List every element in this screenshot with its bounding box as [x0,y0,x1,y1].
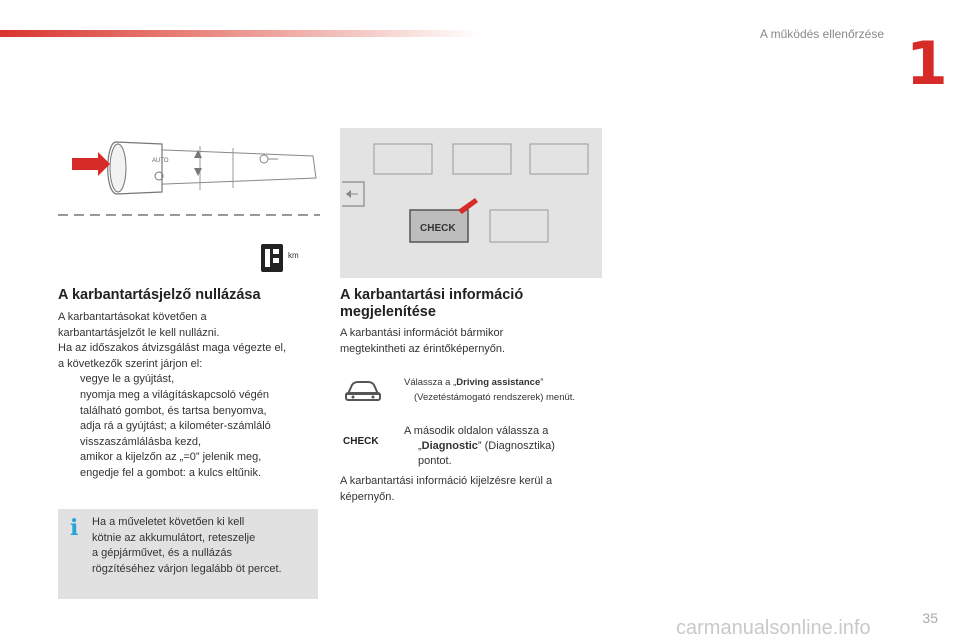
auto-label: AUTO [152,158,169,164]
page-number: 35 [922,610,938,626]
info-icon: i [70,515,79,541]
wrench-display-icon [261,244,283,272]
reset-section-title: A karbantartásjelző nullázása [58,287,261,303]
chapter-number: 1 [906,29,948,99]
step-diagnostic: A második oldalon válassza a „Diagnostic” (Diagnosztika) pontot. [404,425,555,467]
display-outro: A karbantartási információ kijelzésre kerül a képernyőn. [340,475,553,503]
step-driving-assistance: Válassza a „Driving assistance” (Vezetéstámogató rendszerek) menüt. [404,377,576,403]
list-item: nyomja meg a világításkapcsoló végén található gombot, és tartsa benyomva, [80,388,269,417]
intro-line: karbantartásjelzőt le kell nullázni. [58,326,220,339]
list-item: vegye le a gyújtást, [80,373,175,386]
check-icon-label: CHECK [343,436,379,447]
km-label: km [288,251,299,260]
car-icon [344,378,382,404]
intro-line: a következők szerint járjon el: [58,357,203,370]
intro-line: Ha az időszakos átvizsgálást maga végezte el, [58,342,287,355]
list-item: amikor a kijelzőn az „=0” jelenik meg, engedje fel a gombot: a kulcs eltűnik. [80,451,262,479]
lighting-stalk-illustration [58,128,320,278]
intro-line: A karbantartásokat követően a [58,311,207,323]
list-item: adja rá a gyújtást; a kilométer-számláló visszaszámlálásba kezd, [80,420,271,448]
touchscreen-illustration [340,128,602,278]
watermark: carmanualsonline.info [676,617,871,639]
info-note-box [58,509,318,599]
press-arrow-icon [72,152,110,176]
page-header-title: A működés ellenőrzése [759,27,884,41]
display-intro: A karbantási információt bármikor megtekintheti az érintőképernyőn. [340,327,506,355]
display-section-title: A karbantartási információ megjelenítése [340,287,524,320]
reset-instructions [58,310,328,482]
svg-text:CHECK: CHECK [420,223,456,234]
info-note-text: Ha a műveletet követően ki kell kötnie az akkumulátort, reteszelje a gépjárművet, és a nullázás rögzítéséhez várjon legalább öt percet. [92,516,282,575]
header-accent-bar [0,30,480,37]
